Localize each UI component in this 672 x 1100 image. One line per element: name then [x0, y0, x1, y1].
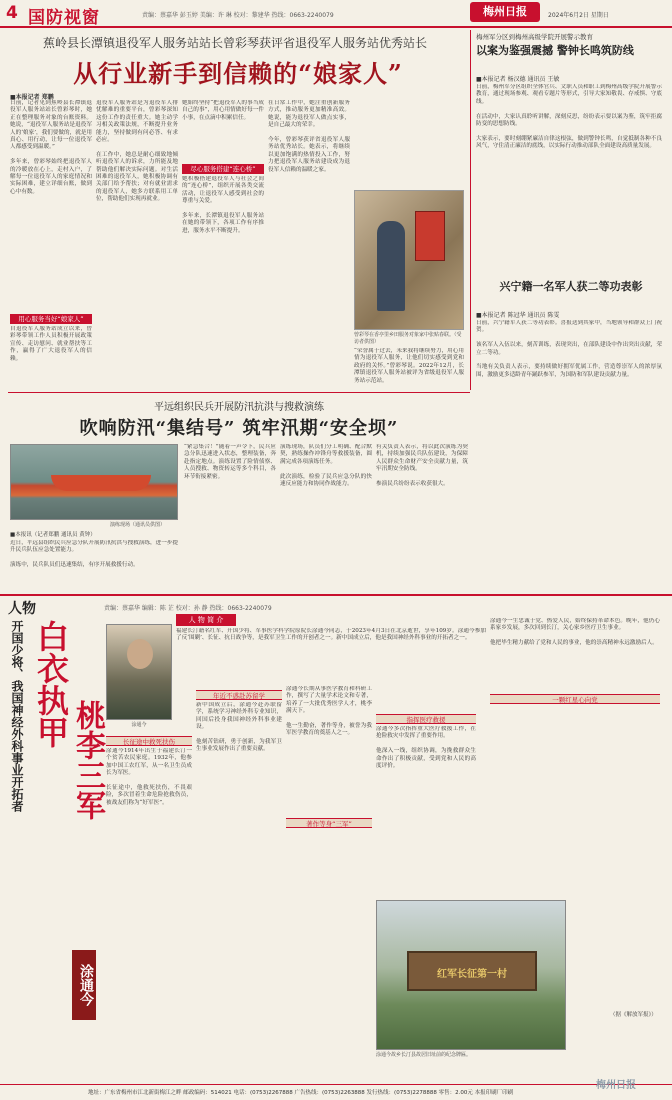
boat-icon	[51, 475, 151, 491]
lead-subhead-1: 用心服务当好“娘家人”	[10, 314, 92, 324]
lead-photo	[354, 190, 464, 330]
sidebar2-byline: ■本报记者 陈冠华 通讯员 陈雯	[476, 312, 560, 319]
page-footer	[0, 1084, 672, 1100]
page-header	[0, 0, 672, 28]
portrait-caption: 涂通今	[131, 722, 147, 728]
people-editors: 责编：蔡嘉华 编辑：陈 芷 校对：孙 静 热线：0663-2240079	[104, 605, 272, 612]
people-col-4: 涂通今多次指挥重大医疗救援工作，在抢险救灾中发挥了重要作用。 他深入一线，组织协调，为挽救群众生命作出了积极贡献，受到党和人民的高度评价。	[376, 726, 476, 770]
lead-col-4: 在日常工作中，她注重创新服务方式，推动服务更加精准高效。她说，能为退役军人做点实事，是自己最大的荣幸。 今年，曾彩琴获评省退役军人服务站优秀站长。她表示，将继续以更加饱满的热情投入工作，努力把退役军人服务站建设成为退役军人信赖的温暖之家。	[268, 100, 350, 173]
sidebar-divider	[470, 30, 471, 390]
people-section-title: 人物	[8, 601, 36, 617]
people-col-5a: 涂通今一生忠诚于党、热爱人民，始终保持革命本色。晚年，他仍心系家乡发展，多次回到长汀，关心家乡医疗卫生事业。 他把毕生精力献给了党和人民的事业，他的崇高精神永远激励后人。	[490, 618, 660, 647]
memorial-photo	[376, 900, 566, 1050]
lead-subhead-2: 尽心服务搭建“连心桥”	[182, 164, 264, 174]
lead-col-3: 她始终坚持“把退役军人的事当成自己的事”，用心用情做好每一件小事，在点滴中积累信任。	[182, 100, 264, 121]
lead-col-2: 退役军人服务站是为退役军人排忧解难的重要平台，曾彩琴深知这份工作的责任重大。她主动学习相关政策法规，不断提升业务能力，坚持做到有问必答、有求必应。 在工作中，她总是耐心细致地倾听退役军人的诉求，力所能及地帮助他们解决实际问题。对生活困难的退役军人，她积极协调有关部门给予帮扶；对有就业需求的退役军人，她多方联系用工单位，帮助他们实现再就业。	[96, 100, 178, 203]
people-source: （据《解放军报》）	[610, 1012, 657, 1018]
people-subtitle: 开国少将、我国神经外科事业开拓者	[10, 620, 24, 812]
memorial-photo-caption: 涂通今故乡长汀县故居旧址前的纪念牌匾。	[376, 1052, 472, 1058]
sidebar2-title: 兴宁籍一名军人获二等功表彰	[499, 280, 643, 293]
lead-col-1: 日前，记者见到蕉岭县长潭镇退役军人服务站站长曾彩琴时，她正在整理服务对象的台账资料。她说，“退役军人服务站是退役军人的‘娘家’，我们要做的，就是用真心、用行动，让每一位退役军人都感受到温暖。” 多年来，曾彩琴始终把退役军人的冷暖放在心上，走村入户，了解每一位退役军人的家庭情况和实际困难，建立详细台账，做到心中有数。	[10, 100, 92, 195]
lead-col-1b: 自退役军人服务站成立以来，曾彩琴带领工作人员积极开展政策宣传、走访慰问、就业帮扶等工作，赢得了广大退役军人的信赖。	[10, 326, 92, 362]
sidebar1-title: 以案为鉴强震撼 警钟长鸣筑防线	[476, 44, 634, 57]
lead-headline: 从行业新手到信赖的“娘家人”	[73, 59, 403, 88]
portrait-photo	[106, 624, 172, 720]
intro-box-label: 人 物 简 介	[176, 614, 236, 626]
newspaper-logo: 梅州日报	[470, 2, 540, 22]
page-number: 4	[6, 3, 18, 23]
river-col-3: 演练现场，队员们分工明确、配合默契，熟练操作冲锋舟等救援装备，圆满完成各项演练任务。 此次演练，检验了民兵应急分队的快速反应能力和协同作战能力。	[280, 444, 372, 488]
sidebar1-byline: ■本报记者 杨汉德 通讯员 王敏	[476, 76, 560, 83]
people-subhead-3: 著作等身“三军”	[286, 818, 372, 828]
footer-watermark: 梅州日报	[596, 1080, 636, 1091]
section-name: 国防视窗	[28, 8, 100, 28]
people-subhead-4: 指挥医疗救援	[376, 714, 476, 724]
issue-date: 2024年6月2日 星期日	[548, 12, 609, 19]
river-col-1: 近日，平远县组织民兵应急分队开展防汛抗洪与搜救演练，进一步提升民兵队伍应急处置能力。 演练中，民兵队员们迅速集结，有序开展救援行动。	[10, 540, 178, 569]
sidebar1-body: 日前，梅州军分区组织全体官兵、文职人员和职工到梅州高级学院开展警示教育，通过现场参观、观看专题片等形式，引导大家知敬畏、存戒惧、守底线。 在活动中，大家认真聆听讲解，深刻反思，纷纷表示要以案为鉴，筑牢拒腐防变的思想防线。 大家表示，要时刻绷紧廉洁自律这根弦，做到警钟长鸣，自觉抵制各种不良风气，守住清正廉洁的底线，以实际行动推动部队全面建设高质量发展。	[476, 84, 662, 150]
people-title-2: 桃李三军	[70, 700, 105, 820]
couplet-icon	[415, 211, 445, 261]
memorial-plaque	[407, 951, 537, 991]
lead-kicker: 蕉岭县长潭镇退役军人服务站站长曾彩琴获评省退役军人服务站优秀站长	[42, 36, 427, 50]
people-col-1: 涂通今1914年出生于福建长汀一个贫苦农民家庭。1932年，他参加中国工农红军，从一名卫生员成长为军医。 长征途中，他救死扶伤，不畏艰险，多次冒着生命危险抢救伤员，被战友们称为“好军医”。	[106, 748, 192, 806]
river-col-2: “紧急集合！”随着一声令下，民兵应急分队迅速进入状态，整理装备，奔赴指定地点。演练设置了险情侦察、人员搜救、物资转运等多个科目，各环节衔接紧密。	[184, 444, 276, 480]
sidebar1-kicker: 梅州军分区到梅州高级学院开展警示教育	[476, 33, 593, 41]
river-divider	[8, 392, 470, 393]
plaque-text: 红军长征第一村	[437, 969, 507, 980]
lead-col-5: “荣誉属于过去，未来我将继续努力，用心用情为退役军人服务，让他们切实感受到党和政府的关怀。”曾彩琴说。2022年12月，长潭镇退役军人服务站被评为省级退役军人服务站示范站。	[354, 348, 464, 384]
river-photo	[10, 444, 178, 520]
river-kicker: 平远组织民兵开展防汛抗洪与搜救演练	[154, 402, 324, 413]
people-col-2: 新中国成立后，涂通今赴苏联留学，系统学习神经外科专业知识，回国后投身我国神经外科事业建设。 他刻苦钻研，勇于创新，为我军卫生事业发展作出了重要贡献。	[196, 702, 282, 753]
people-name: 涂通今	[72, 950, 96, 1020]
footer-text: 地址：广东省梅州市江北新街梅江之畔 邮政编码：514021 电话：(0753)2267888 广告热线：(0753)2263888 发行热线：(0753)2278888 零售：2.00元 本报印刷厂印刷	[88, 1090, 514, 1096]
people-title-1: 白衣执甲	[32, 620, 70, 748]
lead-photo-caption: 曾彩琴在香亭里乡田服务对象家中张贴春联。（受访者供图）	[354, 332, 462, 345]
person-icon	[377, 221, 405, 311]
people-col-3: 涂通今长期从事医学教育和科研工作，撰写了大量学术论文和专著，培养了一大批优秀医学人才，桃李满天下。 他一生勤奋，著作等身，被誉为我军医学教育的奠基人之一。	[286, 686, 372, 737]
face-icon	[127, 639, 153, 669]
editors-line: 责编：蔡嘉华 彭玉婷 美编：许 琳 校对：黎建华 热线：0663-2240079	[142, 12, 334, 19]
people-subhead-5: 一颗红星心向党	[490, 694, 660, 704]
people-subhead-1: 长征途中救死扶伤	[106, 736, 192, 746]
river-col-4: 有关负责人表示，将以此次演练为契机，持续加强民兵队伍建设，为保障人民群众生命财产安全贡献力量，筑牢汛期安全防线。 参演民兵纷纷表示收获很大。	[376, 444, 468, 488]
people-intro: 福建长汀籍名红军、开国少将、军事医学科学院原院长涂通今同志，于2023年4月3日在北京逝世，享年109岁。涂通今参加了反‘围剿’、长征、抗日战争等，是我军卫生工作的开创者之一。新中国成立后，他是我国神经外科事业的开拓者之一。	[176, 628, 486, 642]
people-subhead-2: 年近不惑赴苏留学	[196, 690, 282, 700]
lead-col-3b: 她积极搭建退役军人与社会之间的“连心桥”，组织开展各类交流活动，让退役军人感受到社会的尊重与关爱。 多年来，长潭镇退役军人服务站在她的带领下，各项工作有序推进，服务水平不断提升。	[182, 176, 264, 234]
river-photo-caption: 演练现场（通讯员供图）	[110, 522, 166, 528]
lead-byline: ■本报记者 郑鹏	[10, 94, 54, 101]
river-byline: ■本报讯（记者郑鹏 通讯员 黄钟）	[10, 532, 96, 538]
sidebar2-body: 日前，兴宁籍军人获二等功表彰。喜报送到其家中，当地领导和群众上门祝贺。 该名军人入伍以来，刻苦训练，表现突出，在部队建设中作出突出贡献，荣立二等功。 当地有关负责人表示，要持续做好拥军优属工作，营造尊崇军人的浓厚氛围，激励更多适龄青年踊跃参军，为国防和军队建设贡献力量。	[476, 320, 662, 378]
people-divider	[0, 594, 672, 596]
river-headline: 吹响防汛“集结号” 筑牢汛期“安全坝”	[79, 418, 399, 439]
